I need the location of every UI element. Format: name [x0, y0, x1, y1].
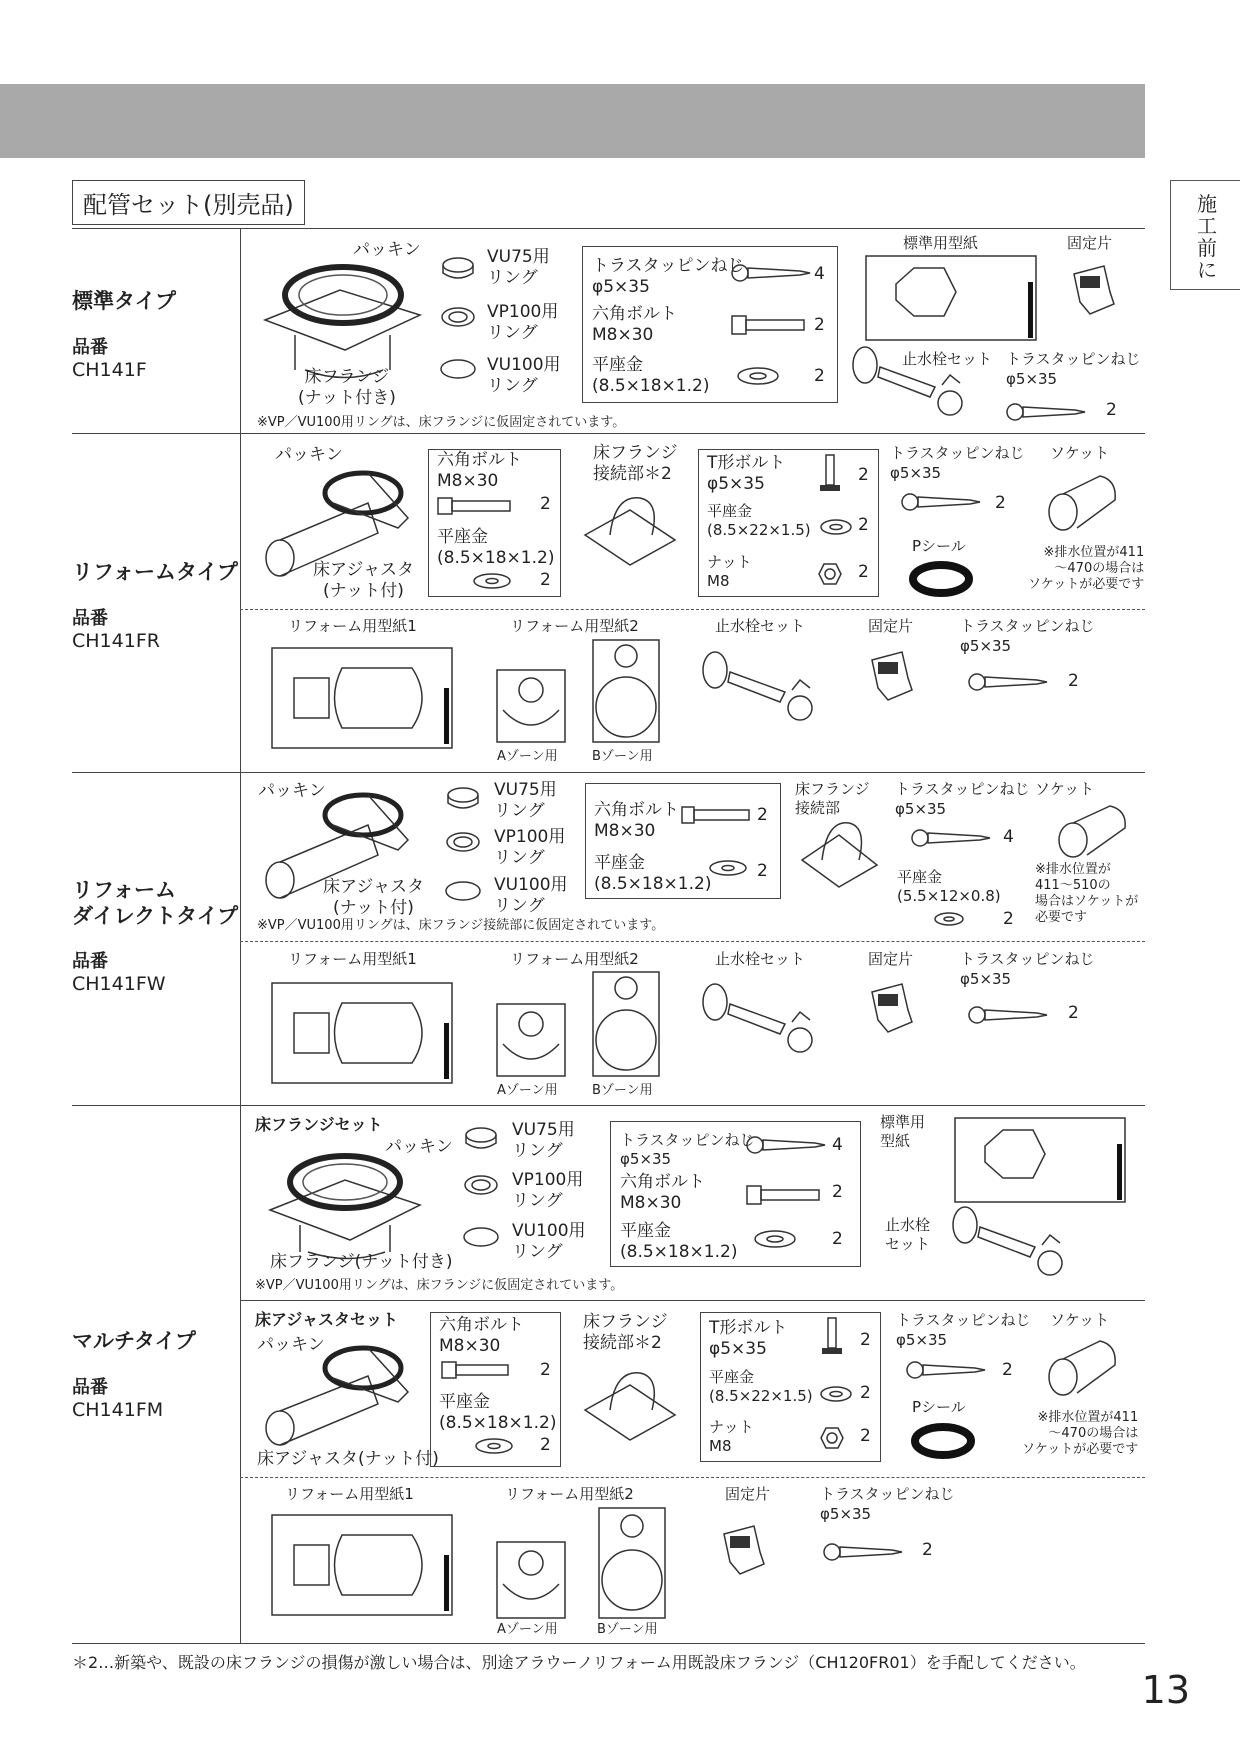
washer-icon [472, 1437, 516, 1455]
washer-count: 2 [832, 1229, 843, 1249]
washer-count: 2 [540, 570, 551, 590]
flange-connection-label: 床フランジ 接続部＊2 [593, 443, 678, 484]
fixing-piece-drawing [1070, 262, 1120, 318]
washer22-icon [818, 1385, 854, 1403]
washer12-icon [932, 911, 966, 927]
reform-template1-label: リフォーム用型紙1 [285, 1485, 414, 1503]
screw-icon [910, 828, 995, 848]
stop-valve-label: 止水栓セット [715, 617, 806, 635]
floor-flange-label: 床フランジ(ナット付き) [270, 1252, 453, 1272]
stop-valve-drawing [950, 1205, 1085, 1290]
screw-label-2: トラスタッピンねじ [1006, 350, 1141, 368]
washer-label: 平座金 (8.5×18×1.2) [620, 1221, 738, 1262]
side-tab[interactable] [1170, 180, 1240, 290]
ring-icons [445, 785, 483, 903]
standard-template-drawing [866, 256, 1036, 340]
section-title: 配管セット(別売品) [72, 180, 305, 225]
washer22-label: 平座金 (8.5×22×1.5) [709, 1368, 813, 1405]
standard-template-drawing [955, 1118, 1125, 1202]
floor-adjuster-label: 床アジャスタ (ナット付) [313, 560, 414, 601]
type-code: CH141FW [72, 973, 166, 995]
dash-divider [240, 1477, 1145, 1478]
bolt-count: 2 [832, 1182, 843, 1202]
flange-connection-drawing [580, 490, 680, 570]
flange-connection-drawing [580, 1365, 680, 1445]
washer22-count: 2 [858, 515, 869, 535]
vu75-label: VU75用 リング [494, 780, 557, 821]
packing-label: パッキン [353, 240, 421, 260]
screw-size: φ5×35 [820, 1505, 872, 1523]
packing-label: パッキン [275, 445, 343, 465]
zone-a-label: Aゾーン用 [497, 749, 558, 764]
table-column-rule [240, 228, 241, 1643]
type-multi [72, 1325, 196, 1421]
washer22-icon [818, 518, 854, 536]
adjuster-set-heading: 床アジャスタセット [255, 1310, 399, 1329]
floor-adjuster-illustration [258, 1340, 428, 1455]
vu100-label: VU100用 リング [487, 355, 561, 396]
side-tab-label: 施工前に [1197, 192, 1217, 282]
screw-count: 2 [1106, 400, 1117, 420]
screw-label: トラスタッピンねじ φ5×35 [620, 1131, 755, 1168]
zone-b-label: Bゾーン用 [592, 1083, 653, 1098]
stop-valve-drawing [700, 650, 835, 735]
vu75-label: VU75用 リング [487, 247, 550, 288]
fixing-piece-drawing [868, 648, 923, 708]
socket-note: ※排水位置が411 〜470の場合は ソケットが必要です [1022, 1410, 1139, 1457]
washer22-label: 平座金 (8.5×22×1.5) [707, 502, 811, 539]
reform-template1-label: リフォーム用型紙1 [288, 950, 417, 968]
nut-label: ナット M8 [707, 553, 752, 590]
hardware-icons [745, 1135, 835, 1250]
page-number: 13 [1141, 1668, 1190, 1712]
washer12-label: 平座金 (5.5×12×0.8) [897, 868, 1001, 905]
socket-label: ソケット [1050, 444, 1110, 462]
flange-connection-label: 床フランジ 接続部＊2 [583, 1312, 668, 1353]
stop-valve-drawing [700, 982, 835, 1067]
hex-bolt-label: 六角ボルト M8×30 [439, 1315, 524, 1356]
flange-set-heading: 床フランジセット [255, 1115, 383, 1134]
hex-bolt-label: 六角ボルト M8×30 [592, 304, 677, 345]
screw-label: トラスタッピンねじ [896, 1311, 1031, 1329]
t-bolt-icon [822, 1318, 842, 1358]
table-bottom-rule [72, 1643, 1145, 1644]
screw-size: φ5×35 [896, 1331, 948, 1349]
row-rule [240, 1300, 1145, 1301]
screw-label: トラスタッピンねじ [890, 444, 1025, 462]
screw-size: φ5×35 [960, 637, 1012, 655]
t-bolt-label: T形ボルト φ5×35 [709, 1318, 788, 1359]
type-standard [72, 285, 176, 381]
screw-label: トラスタッピンねじ [960, 950, 1095, 968]
screw-size: φ5×35 [1006, 370, 1058, 388]
hex-bolt-icon [680, 805, 760, 825]
type-code: CH141FM [72, 1399, 164, 1421]
stop-valve-label: 止水栓 セット [885, 1216, 931, 1253]
hardware-icons [730, 263, 820, 383]
note-ring: ※VP／VU100用リングは、床フランジ接続部に仮固定されています。 [257, 918, 665, 933]
nut-icon [820, 1426, 844, 1450]
row-rule [72, 1105, 1145, 1106]
hex-bolt-label: 六角ボルト M8×30 [620, 1172, 705, 1213]
screw-count: 2 [995, 493, 1006, 513]
reform-template1-drawing [272, 1515, 452, 1615]
type-name: マルチタイプ [72, 1329, 196, 1353]
hex-bolt-label: 六角ボルト M8×30 [437, 450, 522, 491]
screw-icon [1005, 402, 1090, 422]
t-bolt-count: 2 [860, 1330, 871, 1350]
p-seal-label: Pシール [912, 537, 966, 555]
stop-valve-drawing [850, 345, 980, 430]
vu100-label: VU100用 リング [494, 875, 568, 916]
washer12-count: 2 [1003, 909, 1014, 929]
screw-count: 2 [922, 1540, 933, 1560]
screw-label: トラスタッピンねじ [895, 780, 1030, 798]
washer-count: 2 [757, 861, 768, 881]
bolt-count: 2 [757, 805, 768, 825]
screw-icon [822, 1542, 907, 1562]
fixing-piece-drawing [868, 980, 923, 1040]
p-seal-label: Pシール [912, 1398, 966, 1416]
screw-size: φ5×35 [895, 800, 947, 818]
washer-count: 2 [540, 1435, 551, 1455]
reform-template1-label: リフォーム用型紙1 [288, 617, 417, 635]
dash-divider [240, 609, 1145, 610]
socket-label: ソケット [1050, 1311, 1110, 1329]
washer-label: 平座金 (8.5×18×1.2) [439, 1392, 557, 1433]
floor-adjuster-label: 床アジャスタ(ナット付) [257, 1449, 439, 1469]
screw-icon [900, 492, 985, 512]
socket-note: ※排水位置が 411〜510の 場合はソケットが 必要です [1035, 862, 1139, 925]
fixing-label: 固定片 [1067, 234, 1113, 252]
screw-count: 2 [1002, 1360, 1013, 1380]
hex-bolt-label: 六角ボルト M8×30 [594, 800, 679, 841]
reform-template1-drawing [272, 983, 452, 1083]
zone-a-label: Aゾーン用 [497, 1622, 558, 1637]
screw-count: 2 [1068, 1003, 1079, 1023]
nut-count: 2 [858, 562, 869, 582]
fixing-label: 固定片 [868, 617, 914, 635]
fixing-label: 固定片 [725, 1485, 771, 1503]
bolt-count: 2 [540, 1360, 551, 1380]
washer-icon [470, 572, 514, 590]
washer22-count: 2 [860, 1383, 871, 1403]
washer-label: 平座金 (8.5×18×1.2) [594, 853, 712, 894]
screw-count: 2 [1068, 671, 1079, 691]
packing-label: パッキン [258, 781, 326, 801]
socket-drawing [1045, 470, 1120, 540]
note-ring: ※VP／VU100用リングは、床フランジに仮固定されています。 [255, 1278, 624, 1293]
type-code-label: 品番 [72, 951, 108, 972]
vu100-label: VU100用 リング [512, 1221, 586, 1262]
screw-size: φ5×35 [890, 464, 942, 482]
t-bolt-label: T形ボルト φ5×35 [707, 453, 786, 494]
washer-count: 2 [814, 366, 825, 386]
type-name: リフォームタイプ [72, 560, 238, 584]
zone-a-label: Aゾーン用 [497, 1083, 558, 1098]
type-reform [72, 556, 238, 652]
header-bar [0, 84, 1145, 158]
row-rule [72, 772, 1145, 773]
template-std-label: 標準用 型紙 [880, 1113, 926, 1150]
screw-icon [967, 672, 1052, 692]
socket-drawing [1055, 800, 1130, 865]
reform-template2-label: リフォーム用型紙2 [505, 1485, 634, 1503]
p-seal-drawing [910, 563, 972, 595]
dash-divider [240, 941, 1145, 942]
vp100-label: VP100用 リング [512, 1170, 584, 1211]
t-bolt-count: 2 [858, 465, 869, 485]
stop-valve-label: 止水栓セット [902, 350, 993, 368]
screw-icon [905, 1360, 990, 1380]
type-reform-direct [72, 877, 238, 995]
vp100-label: VP100用 リング [494, 827, 566, 868]
reform-template1-drawing [272, 648, 452, 748]
type-code-label: 品番 [72, 608, 108, 629]
table-top-rule [72, 228, 1145, 229]
screw-label: トラスタッピンねじ φ5×35 [592, 256, 745, 297]
reform-template2-drawing [497, 640, 659, 742]
nut-label: ナット M8 [709, 1418, 754, 1455]
p-seal-drawing [912, 1425, 974, 1457]
washer-label: 平座金 (8.5×18×1.2) [592, 355, 710, 396]
type-code-label: 品番 [72, 1377, 108, 1398]
reform-template2-label: リフォーム用型紙2 [510, 950, 639, 968]
ring-icons [463, 1125, 501, 1250]
reform-template2-label: リフォーム用型紙2 [510, 617, 639, 635]
type-name: 標準タイプ [72, 289, 176, 313]
hex-bolt-icon [440, 1360, 520, 1380]
socket-note: ※排水位置が411 〜470の場合は ソケットが必要です [1028, 545, 1145, 592]
footnote: ＊2…新築や、既設の床フランジの損傷が激しい場合は、別途アラウーノリフォーム用既設床フランジ（CH120FR01）を手配してください。 [72, 1653, 1086, 1672]
floor-flange-illustration [260, 1140, 430, 1265]
nut-icon [818, 562, 842, 586]
washer-label: 平座金 (8.5×18×1.2) [437, 527, 555, 568]
bolt-count: 2 [814, 315, 825, 335]
socket-label: ソケット [1035, 780, 1095, 798]
vu75-label: VU75用 リング [512, 1120, 575, 1161]
template-std-label: 標準用型紙 [903, 234, 979, 252]
screw-size: φ5×35 [960, 970, 1012, 988]
stop-valve-label: 止水栓セット [715, 950, 806, 968]
type-name: リフォーム ダイレクトタイプ [72, 878, 239, 928]
note-ring: ※VP／VU100用リングは、床フランジに仮固定されています。 [257, 415, 626, 430]
t-bolt-icon [820, 455, 840, 495]
flange-connection-label: 床フランジ 接続部 [795, 780, 870, 817]
floor-flange-label: 床フランジ (ナット付き) [298, 367, 396, 408]
row-rule [72, 433, 1145, 434]
bolt-count: 2 [540, 494, 551, 514]
floor-adjuster-label: 床アジャスタ (ナット付) [323, 877, 424, 918]
flange-connection-drawing [797, 815, 882, 895]
vp100-label: VP100用 リング [487, 302, 559, 343]
screw-count: 4 [1003, 827, 1014, 847]
screw-count: 4 [814, 264, 825, 284]
reform-template2-drawing [497, 1508, 667, 1618]
ring-icons [440, 255, 476, 385]
type-code-label: 品番 [72, 337, 108, 358]
nut-count: 2 [860, 1426, 871, 1446]
zone-b-label: Bゾーン用 [597, 1622, 658, 1637]
reform-template2-drawing [497, 972, 659, 1076]
packing-label: パッキン [257, 1335, 325, 1355]
type-code: CH141FR [72, 630, 160, 652]
screw-count: 4 [832, 1135, 843, 1155]
fixing-label: 固定片 [868, 950, 914, 968]
packing-label: パッキン [385, 1137, 453, 1157]
fixing-piece-drawing [720, 1522, 775, 1582]
socket-drawing [1045, 1335, 1120, 1405]
screw-label: トラスタッピンねじ [820, 1485, 955, 1503]
zone-b-label: Bゾーン用 [592, 749, 653, 764]
hex-bolt-icon [436, 496, 526, 516]
type-code: CH141F [72, 359, 147, 381]
screw-label: トラスタッピンねじ [960, 617, 1095, 635]
washer-icon [706, 859, 750, 877]
screw-icon [967, 1005, 1052, 1025]
